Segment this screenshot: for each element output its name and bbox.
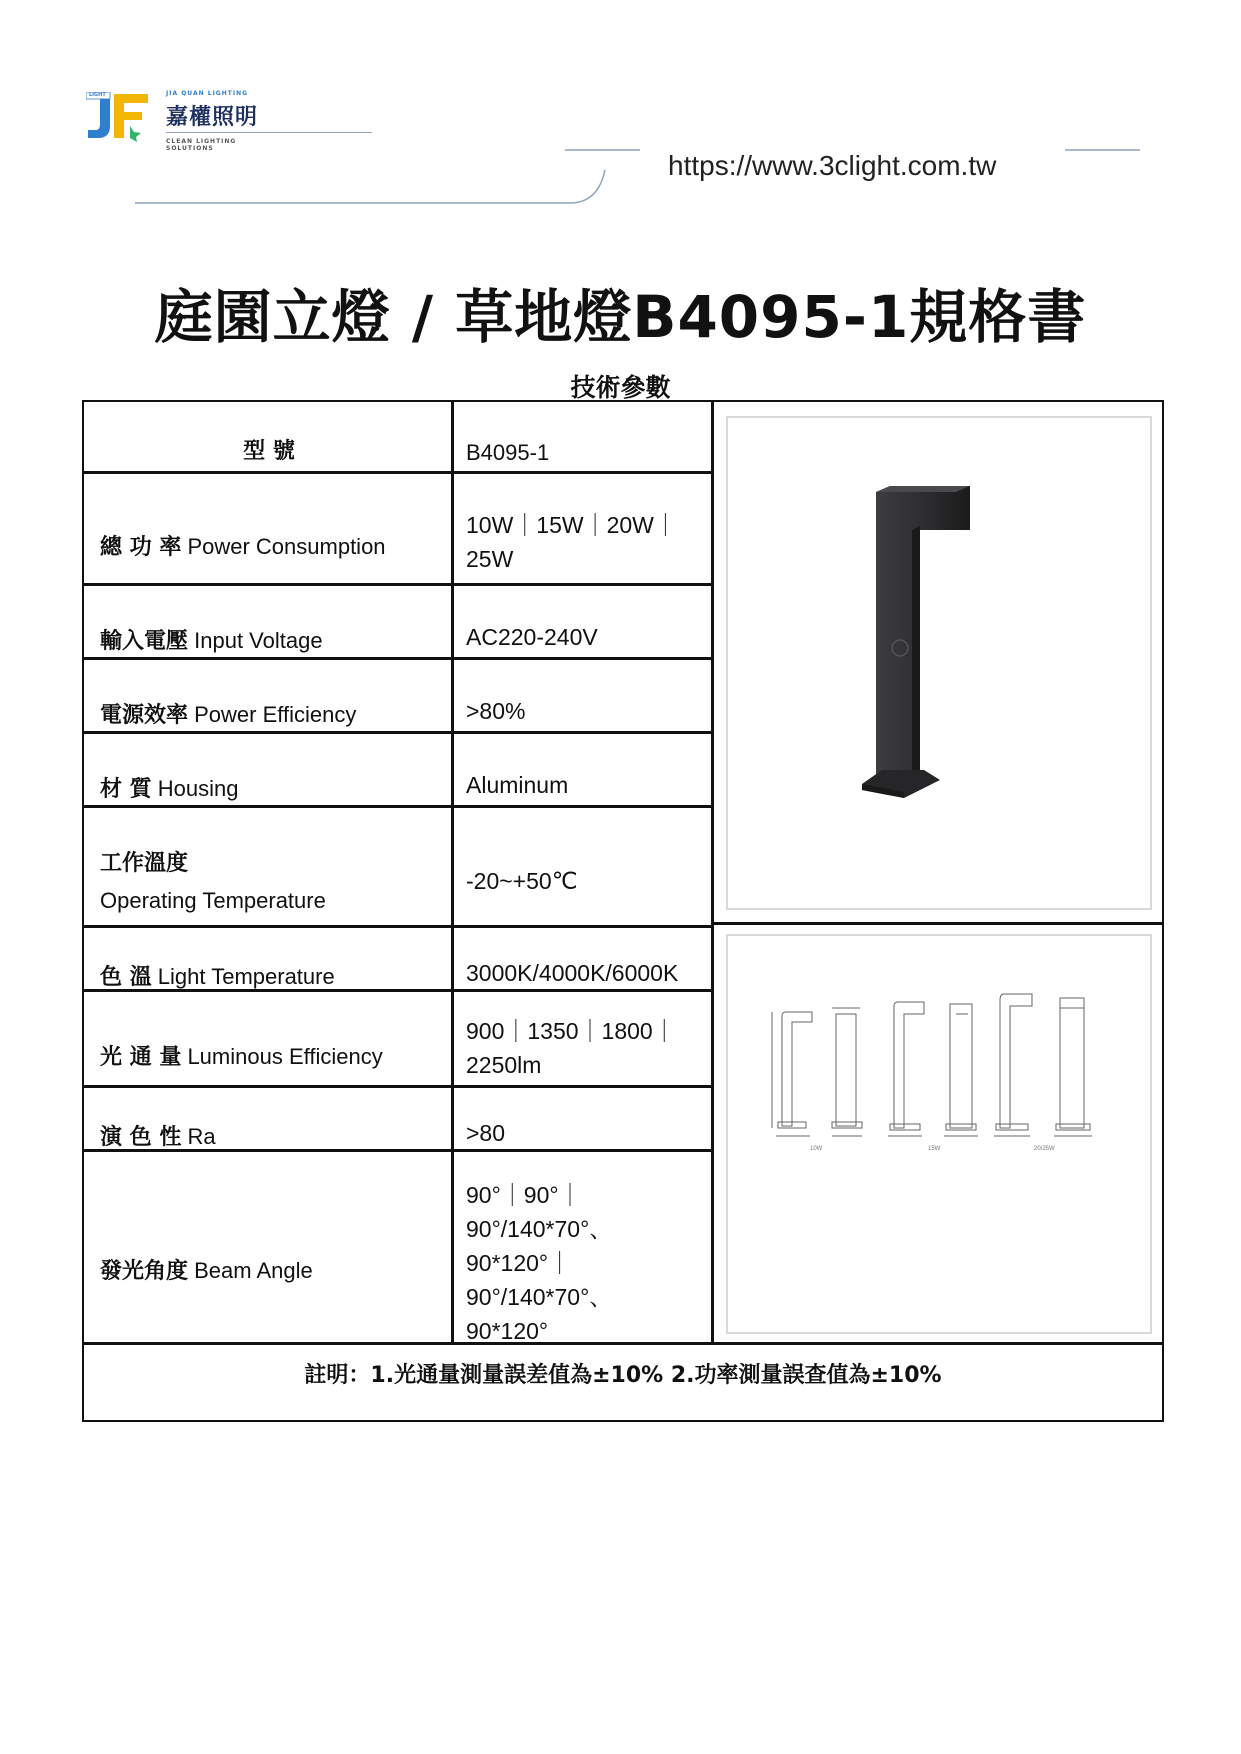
table-row [84,808,714,928]
website-url[interactable]: https://www.3clight.com.tw [668,150,997,181]
drawing-label-20-25w: 20/25W [1034,1146,1055,1152]
brand-tagline: CLEAN LIGHTING SOLUTIONS [166,138,237,152]
row-label: 發光角度 Beam Angle [100,1258,313,1284]
table-row [84,928,714,992]
row-label: 輸入電壓 Input Voltage [100,628,323,654]
table-note: 註明：1.光通量測量誤差值為±10% 2.功率測量誤查值為±10% [304,1363,942,1388]
row-value: Aluminum [466,772,569,798]
row-label: 色 溫 Light Temperature [100,964,335,990]
table-row [84,402,714,474]
model-value: B4095-1 [466,440,550,465]
table-row [84,474,714,586]
row-label-en: Operating Temperature [100,888,326,913]
row-label: 材 質 Housing [100,776,239,802]
row-value: 10W｜15W｜20W｜ 25W [466,512,677,572]
logo-mark-icon [86,92,156,142]
brand-name: 嘉權照明 [166,105,259,130]
product-photo [726,416,1152,910]
brand-logo [86,86,286,154]
row-label: 工作溫度 [100,851,189,876]
row-label: 演 色 性 Ra [100,1124,216,1150]
drawing-label-10w: 10W [810,1146,823,1152]
image-divider [711,922,1162,925]
table-row [84,1152,714,1345]
bollard-lamp-image [728,418,1150,908]
row-value: 3000K/4000K/6000K [466,960,679,986]
logo-mark-text: LIGHT [89,92,106,98]
brand-divider [166,132,372,133]
spec-table [82,400,1164,1422]
table-row [84,992,714,1088]
technical-drawing-image [728,956,1150,1156]
model-label: 型 號 [243,439,295,464]
drawing-label-15w: 15W [928,1146,941,1152]
table-row [84,734,714,808]
row-value: >80 [466,1120,506,1146]
dimension-drawing [726,934,1152,1334]
table-row [84,586,714,660]
row-label: 光 通 量 Luminous Efficiency [100,1044,383,1070]
page-title: 庭園立燈 / 草地燈B4095-1規格書 [154,283,1087,351]
row-value: 90°｜90°｜ 90°/140*70°、 90*120°｜ 90°/140*70°、 90*120° [466,1182,613,1344]
table-row [84,1088,714,1152]
row-label: 電源效率 Power Efficiency [100,702,357,728]
table-row [84,660,714,734]
brand-small-text: JIA QUAN LIGHTING [166,90,249,97]
row-value: 900｜1350｜1800｜ 2250lm [466,1018,676,1078]
section-subtitle: 技術參數 [570,373,671,402]
row-value: >80% [466,698,526,724]
row-label: 總 功 率 Power Consumption [100,534,386,560]
row-value: -20~+50℃ [466,868,578,894]
row-value: AC220-240V [466,624,598,650]
